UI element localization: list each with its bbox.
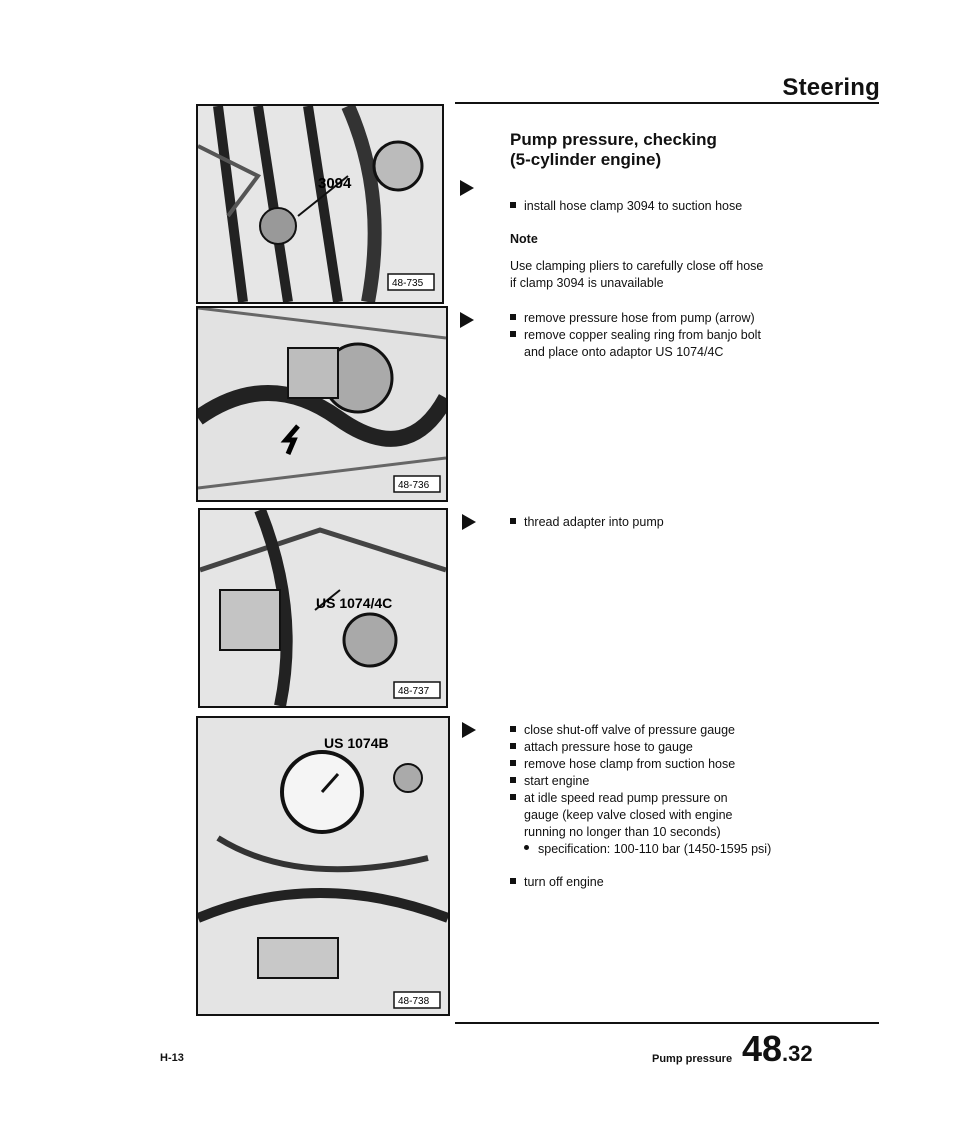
figure-3-ref: 48-737 [398, 686, 430, 697]
figure-3 [198, 508, 448, 708]
engine-photo-2 [198, 308, 446, 500]
list-item: start engine [510, 773, 880, 790]
header-rule [455, 102, 879, 104]
figure-4-callout: US 1074B [324, 735, 389, 751]
step-3 [510, 514, 880, 531]
engine-photo-3 [200, 510, 446, 706]
list-item: install hose clamp 3094 to suction hose [510, 198, 880, 215]
figure-1 [196, 104, 444, 304]
footer-section-code: H-13 [160, 1052, 184, 1064]
figure-4-ref: 48-738 [398, 996, 430, 1007]
figure-1-callout: 3094 [318, 175, 352, 192]
list-item-continuation: gauge (keep valve closed with engine [524, 808, 733, 822]
list-item: turn off engine [510, 874, 880, 891]
footer-rule [455, 1022, 879, 1024]
figure-2-ref: 48-736 [398, 480, 430, 491]
list-item-continuation: and place onto adaptor US 1074/4C [524, 345, 724, 359]
step-3-arrow-icon [462, 514, 476, 530]
list-item: remove hose clamp from suction hose [510, 756, 880, 773]
section-title-line2: (5-cylinder engine) [510, 150, 662, 169]
page-number: 48.32 [742, 1028, 813, 1069]
section-title-line1: Pump pressure, checking [510, 130, 717, 149]
list-item: close shut-off valve of pressure gauge [510, 722, 880, 739]
step-4 [510, 722, 880, 891]
step-1-arrow-icon [460, 180, 474, 196]
note-heading: Note [510, 232, 538, 246]
section-title [510, 130, 717, 170]
step-2 [510, 310, 880, 361]
figure-3-callout: US 1074/4C [316, 595, 393, 611]
figure-4 [196, 716, 450, 1016]
list-item: thread adapter into pump [510, 514, 880, 531]
list-item: remove copper sealing ring from banjo bolt [510, 327, 880, 344]
note-text: Use clamping pliers to carefully close off hose if clamp 3094 is unavailable [510, 259, 764, 290]
list-item: attach pressure hose to gauge [510, 739, 880, 756]
footer-label: Pump pressure [652, 1053, 733, 1065]
sub-list-item: specification: 100-110 bar (1450-1595 psi) [510, 841, 880, 858]
engine-photo-1 [198, 106, 442, 302]
list-item-continuation: running no longer than 10 seconds) [524, 825, 721, 839]
figure-1-ref: 48-735 [392, 278, 424, 289]
step-2-arrow-icon [460, 312, 474, 328]
figure-2 [196, 306, 448, 502]
engine-photo-4 [198, 718, 448, 1014]
list-item: remove pressure hose from pump (arrow) [510, 310, 880, 327]
page-header-title: Steering [782, 74, 880, 101]
step-1 [510, 198, 880, 292]
list-item: at idle speed read pump pressure on [510, 790, 880, 807]
step-4-arrow-icon [462, 722, 476, 738]
